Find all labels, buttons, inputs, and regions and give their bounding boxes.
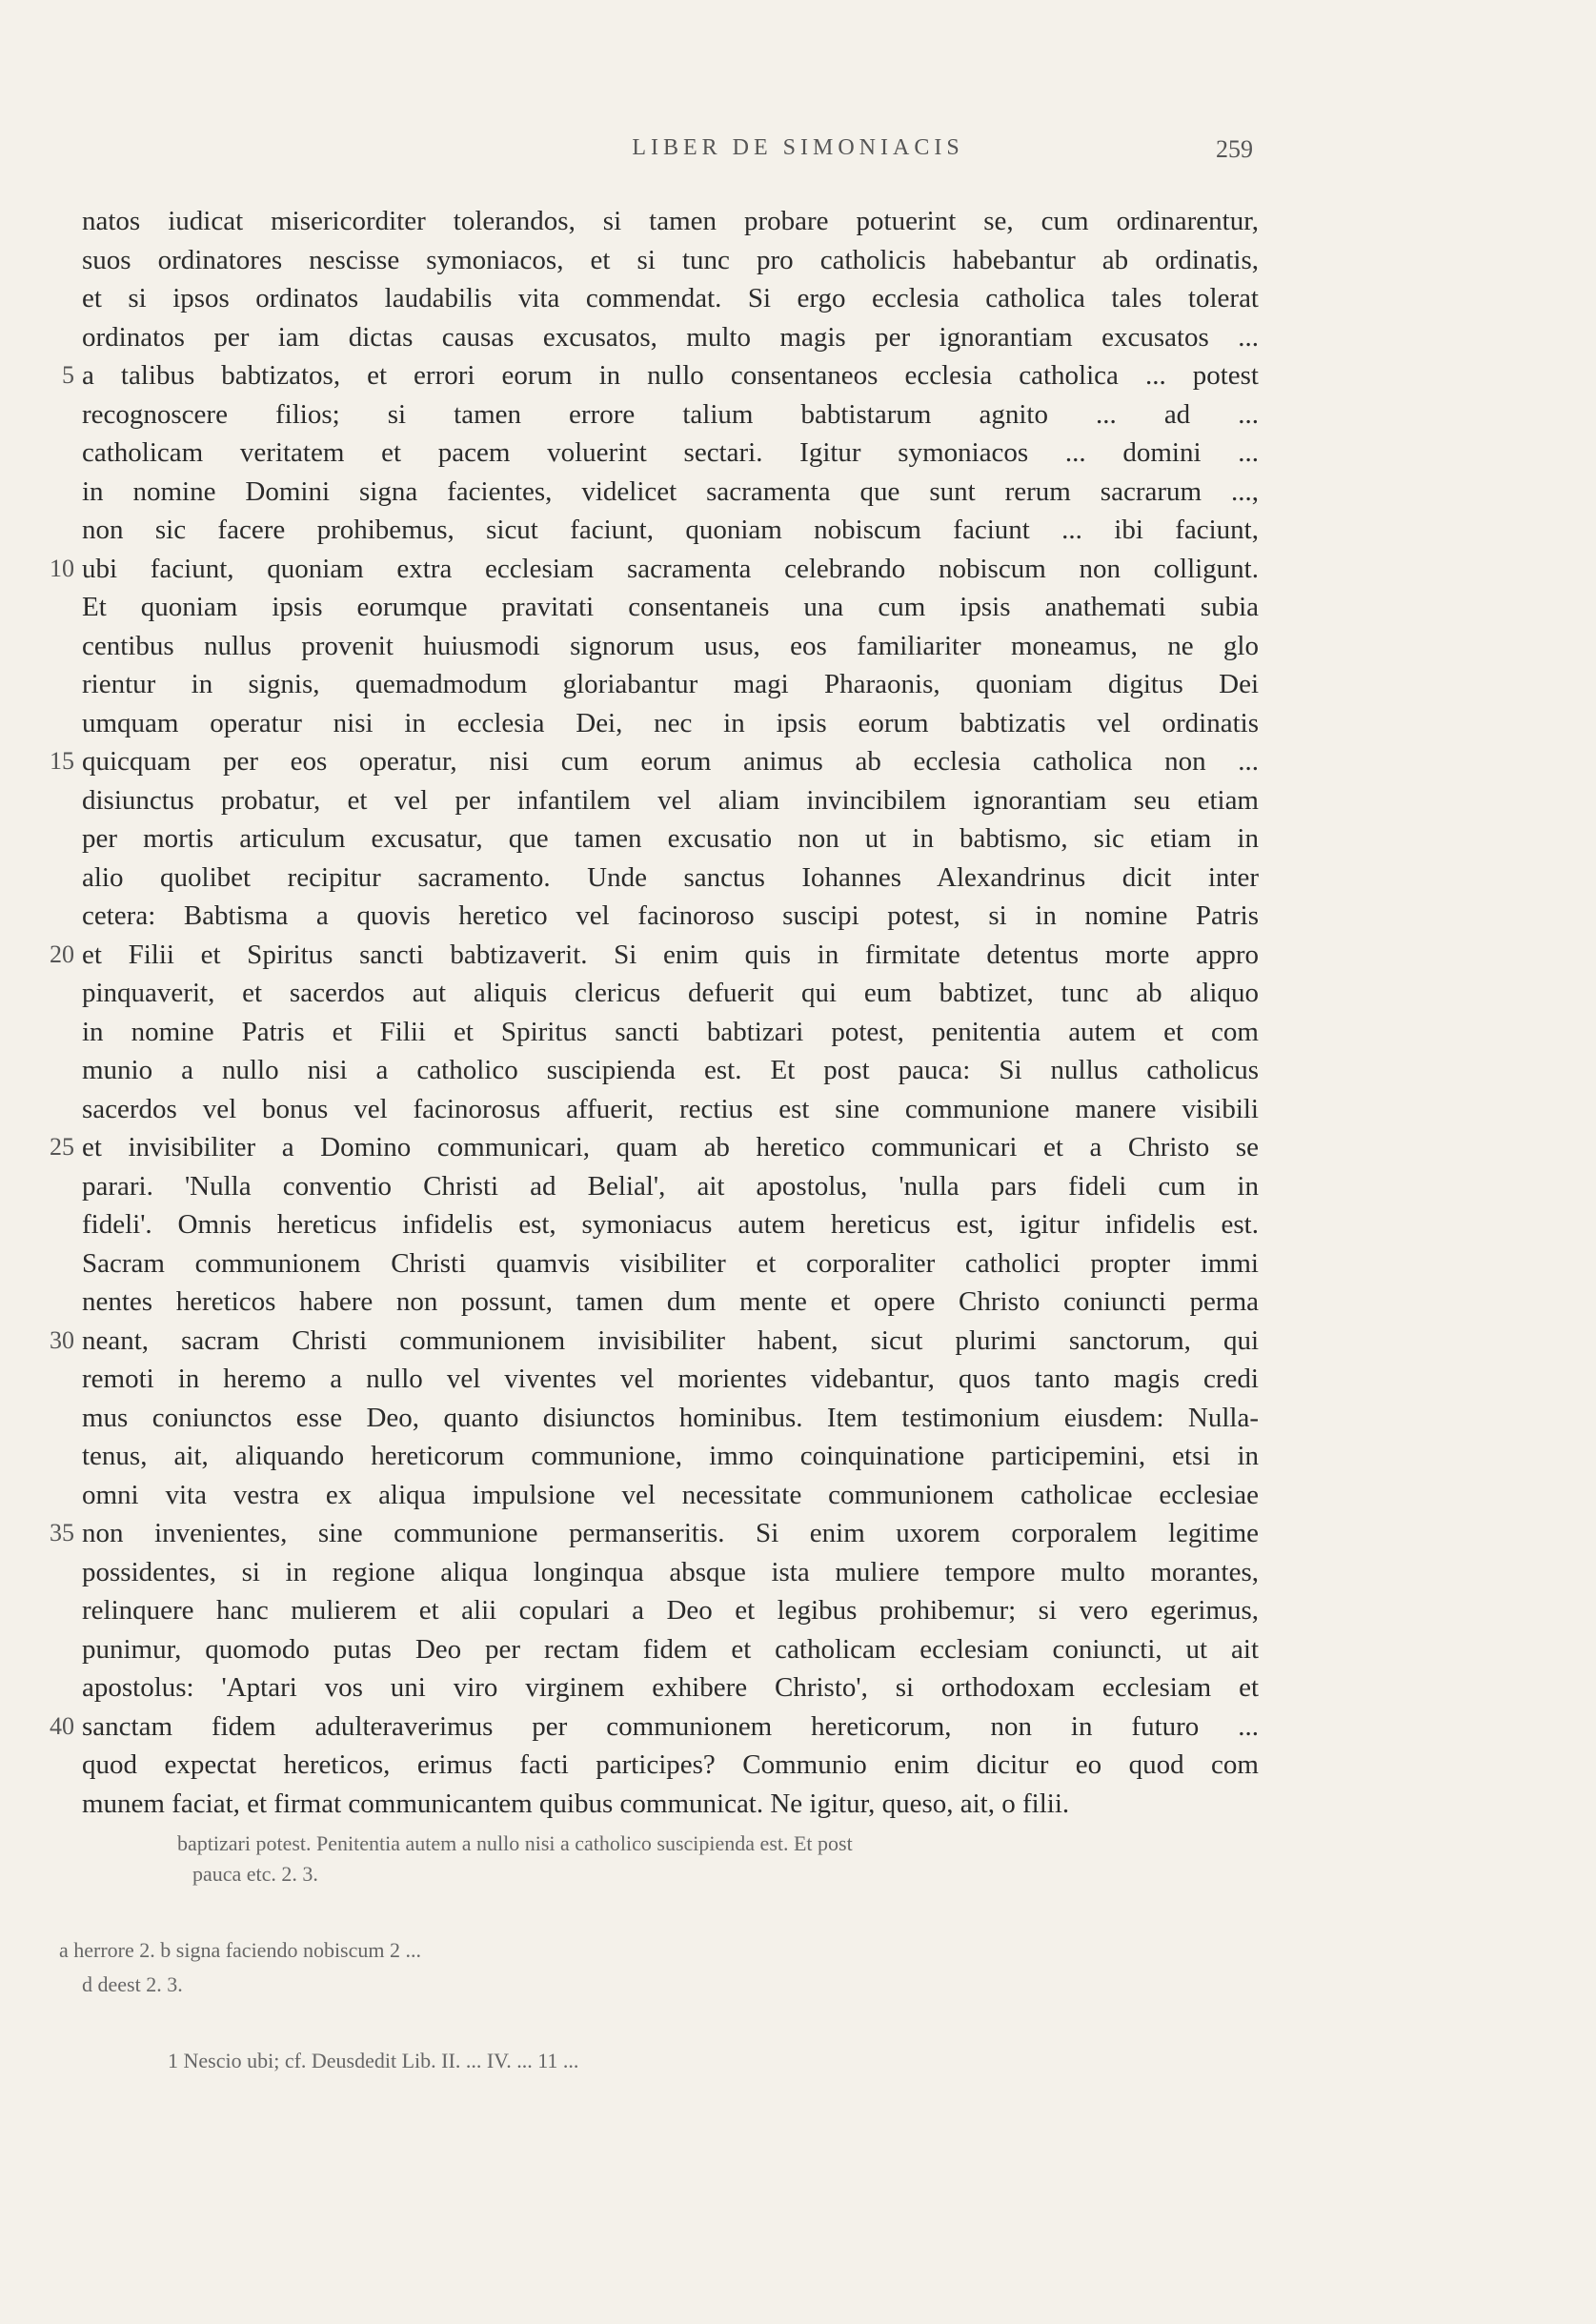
text-line: [0, 241, 1596, 280]
text-line: [0, 1630, 1596, 1669]
line-text: per mortis articulum excusatur, que tamen excusatio non ut in babtismo, sic etiam in: [82, 823, 1259, 854]
line-text: quicquam per eos operatur, nisi cum eorum animus ab ecclesia catholica non ...: [82, 746, 1259, 777]
line-text: pinquaverit, et sacerdos aut aliquis clericus defuerit qui eum babtizet, tunc ab aliquo: [82, 978, 1259, 1008]
line-text: parari. 'Nulla conventio Christi ad Belial', ait apostolus, 'nulla pars fideli cum in: [82, 1170, 1259, 1202]
text-line: [0, 318, 1596, 357]
line-text: punimur, quomodo putas Deo per rectam fidem et catholicam ecclesiam coniuncti, ut ait: [82, 1633, 1259, 1665]
line-text: rientur in signis, quemadmodum gloriabantur magi Pharaonis, quoniam digitus Dei: [82, 669, 1259, 699]
line-number: 5: [62, 361, 74, 389]
text-line: [0, 511, 1596, 550]
text-line: [0, 356, 1596, 395]
text-line: [0, 1746, 1596, 1785]
footnote-line: a herrore 2. b signa faciendo nobiscum 2 ...: [59, 1938, 421, 1962]
line-number: 25: [50, 1133, 74, 1161]
line-text: in nomine Domini signa facientes, videlicet sacramenta que sunt rerum sacrarum ...,: [82, 475, 1259, 507]
line-text: alio quolibet recipitur sacramento. Unde sanctus Iohannes Alexandrinus dicit inter: [82, 861, 1259, 893]
text-line: [0, 279, 1596, 318]
line-text: non invenientes, sine communione permanseritis. Si enim uxorem corporalem legitime: [82, 1518, 1259, 1548]
line-text: remoti in heremo a nullo vel viventes vel morientes videbantur, quos tanto magis credi: [82, 1364, 1259, 1394]
line-text: centibus nullus provenit huiusmodi signorum usus, eos familiariter moneamus, ne glo: [82, 630, 1259, 661]
text-line: [0, 1399, 1596, 1438]
line-text: et Filii et Spiritus sancti babtizaverit. Si enim quis in firmitate detentus morte appro: [82, 939, 1259, 970]
text-line: [0, 1360, 1596, 1399]
line-text: relinquere hanc mulierem et alii copulari a Deo et legibus prohibemur; si vero egerimus,: [82, 1595, 1259, 1626]
line-text: munio a nullo nisi a catholico suscipienda est. Et post pauca: Si nullus catholicus: [82, 1055, 1259, 1085]
line-number: 30: [50, 1325, 74, 1354]
text-line: [0, 665, 1596, 704]
text-line: [0, 1051, 1596, 1090]
text-line: [0, 1668, 1596, 1708]
line-number: 35: [50, 1519, 74, 1546]
footnote-line: 1 Nescio ubi; cf. Deusdedit Lib. II. ... IV. ... 11 ...: [168, 2049, 579, 2072]
footnote-line: baptizari potest. Penitentia autem a nullo nisi a catholico suscipienda est. Et post: [177, 1831, 853, 1855]
text-line: [0, 819, 1596, 859]
text-line: [0, 859, 1596, 898]
text-line: [0, 1322, 1596, 1361]
text-line: [0, 1205, 1596, 1244]
line-text: non sic facere prohibemus, sicut faciunt, quoniam nobiscum faciunt ... ibi faciunt,: [82, 515, 1259, 545]
line-text: natos iudicat misericorditer tolerandos, si tamen probare potuerint se, cum ordinarentur,: [82, 206, 1259, 236]
line-number: 10: [50, 554, 74, 582]
line-text: munem faciat, et firmat communicantem quibus communicat. Ne igitur, queso, ait, o filii.: [82, 1788, 1070, 1819]
page-number: 259: [1216, 135, 1253, 163]
text-line: [0, 897, 1596, 936]
text-line: [0, 704, 1596, 743]
text-line: [0, 1283, 1596, 1322]
line-text: disiunctus probatur, et vel per infantilem vel aliam invincibilem ignorantiam seu etiam: [82, 784, 1259, 816]
page-header: [0, 135, 1596, 173]
line-text: sacerdos vel bonus vel facinorosus affuerit, rectius est sine communione manere visibili: [82, 1093, 1259, 1124]
line-text: suos ordinatores nescisse symoniacos, et si tunc pro catholicis habebantur ab ordinatis,: [82, 244, 1259, 275]
text-line: [0, 1514, 1596, 1553]
line-text: Et quoniam ipsis eorumque pravitati consentaneis una cum ipsis anathemati subia: [82, 592, 1259, 622]
text-line: [0, 1437, 1596, 1476]
text-line: [0, 627, 1596, 666]
text-line: [0, 974, 1596, 1013]
line-text: recognoscere filios; si tamen errore talium babtistarum agnito ... ad ...: [82, 398, 1259, 430]
line-text: quod expectat hereticos, erimus facti participes? Communio enim dicitur eo quod com: [82, 1749, 1259, 1780]
line-number: 40: [50, 1711, 74, 1740]
text-line: [0, 395, 1596, 434]
running-title: LIBER DE SIMONIACIS: [632, 135, 964, 160]
text-line: [0, 1591, 1596, 1630]
line-text: fideli'. Omnis hereticus infidelis est, symoniacus autem hereticus est, igitur infidelis est.: [82, 1209, 1259, 1240]
line-text: catholicam veritatem et pacem voluerint sectari. Igitur symoniacos ... domini ...: [82, 437, 1259, 468]
line-number: 15: [50, 747, 74, 775]
line-text: ubi faciunt, quoniam extra ecclesiam sacramenta celebrando nobiscum non colligunt.: [82, 553, 1259, 584]
text-line: [0, 1090, 1596, 1129]
text-line: [0, 1476, 1596, 1515]
text-line: [0, 1244, 1596, 1283]
text-line: [0, 202, 1596, 241]
line-text: et si ipsos ordinatos laudabilis vita commendat. Si ergo ecclesia catholica tales tolerat: [82, 283, 1259, 313]
line-text: apostolus: 'Aptari vos uni viro virginem exhibere Christo', si orthodoxam ecclesiam et: [82, 1672, 1259, 1703]
text-line: [0, 434, 1596, 473]
line-text: neant, sacram Christi communionem invisibiliter habent, sicut plurimi sanctorum, qui: [82, 1324, 1259, 1356]
text-line: [0, 781, 1596, 820]
body-text: [0, 202, 1596, 1823]
line-number: 20: [50, 940, 74, 968]
line-text: ordinatos per iam dictas causas excusatos, multo magis per ignorantiam excusatos ...: [82, 321, 1259, 353]
text-line: [0, 1013, 1596, 1052]
line-text: tenus, ait, aliquando hereticorum communione, immo coinquinatione participemini, etsi in: [82, 1441, 1259, 1471]
footnote-line: d deest 2. 3.: [82, 1972, 183, 1996]
line-text: Sacram communionem Christi quamvis visibiliter et corporaliter catholici propter immi: [82, 1247, 1259, 1279]
text-line: [0, 588, 1596, 627]
text-line: [0, 1708, 1596, 1747]
line-text: nentes hereticos habere non possunt, tamen dum mente et opere Christo coniuncti perma: [82, 1286, 1259, 1317]
text-line: [0, 1167, 1596, 1206]
text-line: [0, 742, 1596, 781]
line-text: umquam operatur nisi in ecclesia Dei, nec in ipsis eorum babtizatis vel ordinatis: [82, 707, 1259, 738]
line-text: mus coniunctos esse Deo, quanto disiunctos hominibus. Item testimonium eiusdem: Nulla-: [82, 1402, 1259, 1433]
text-line: [0, 936, 1596, 975]
text-line: [0, 1553, 1596, 1592]
line-text: cetera: Babtisma a quovis heretico vel facinoroso suscipi potest, si in nomine Patris: [82, 900, 1259, 931]
line-text: in nomine Patris et Filii et Spiritus sancti babtizari potest, penitentia autem et com: [82, 1016, 1259, 1047]
text-line: [0, 1785, 1596, 1824]
text-line: [0, 473, 1596, 512]
line-text: possidentes, si in regione aliqua longinqua absque ista muliere tempore multo morantes,: [82, 1556, 1259, 1587]
line-text: a talibus babtizatos, et errori eorum in nullo consentaneos ecclesia catholica ... potest: [82, 360, 1259, 391]
footnote-line: pauca etc. 2. 3.: [192, 1862, 318, 1886]
text-line: [0, 550, 1596, 589]
line-text: omni vita vestra ex aliqua impulsione vel necessitate communionem catholicae ecclesiae: [82, 1479, 1259, 1510]
text-line: [0, 1128, 1596, 1167]
line-text: sanctam fidem adulteraverimus per communionem hereticorum, non in futuro ...: [82, 1710, 1259, 1742]
line-text: et invisibiliter a Domino communicari, quam ab heretico communicari et a Christo se: [82, 1132, 1259, 1162]
